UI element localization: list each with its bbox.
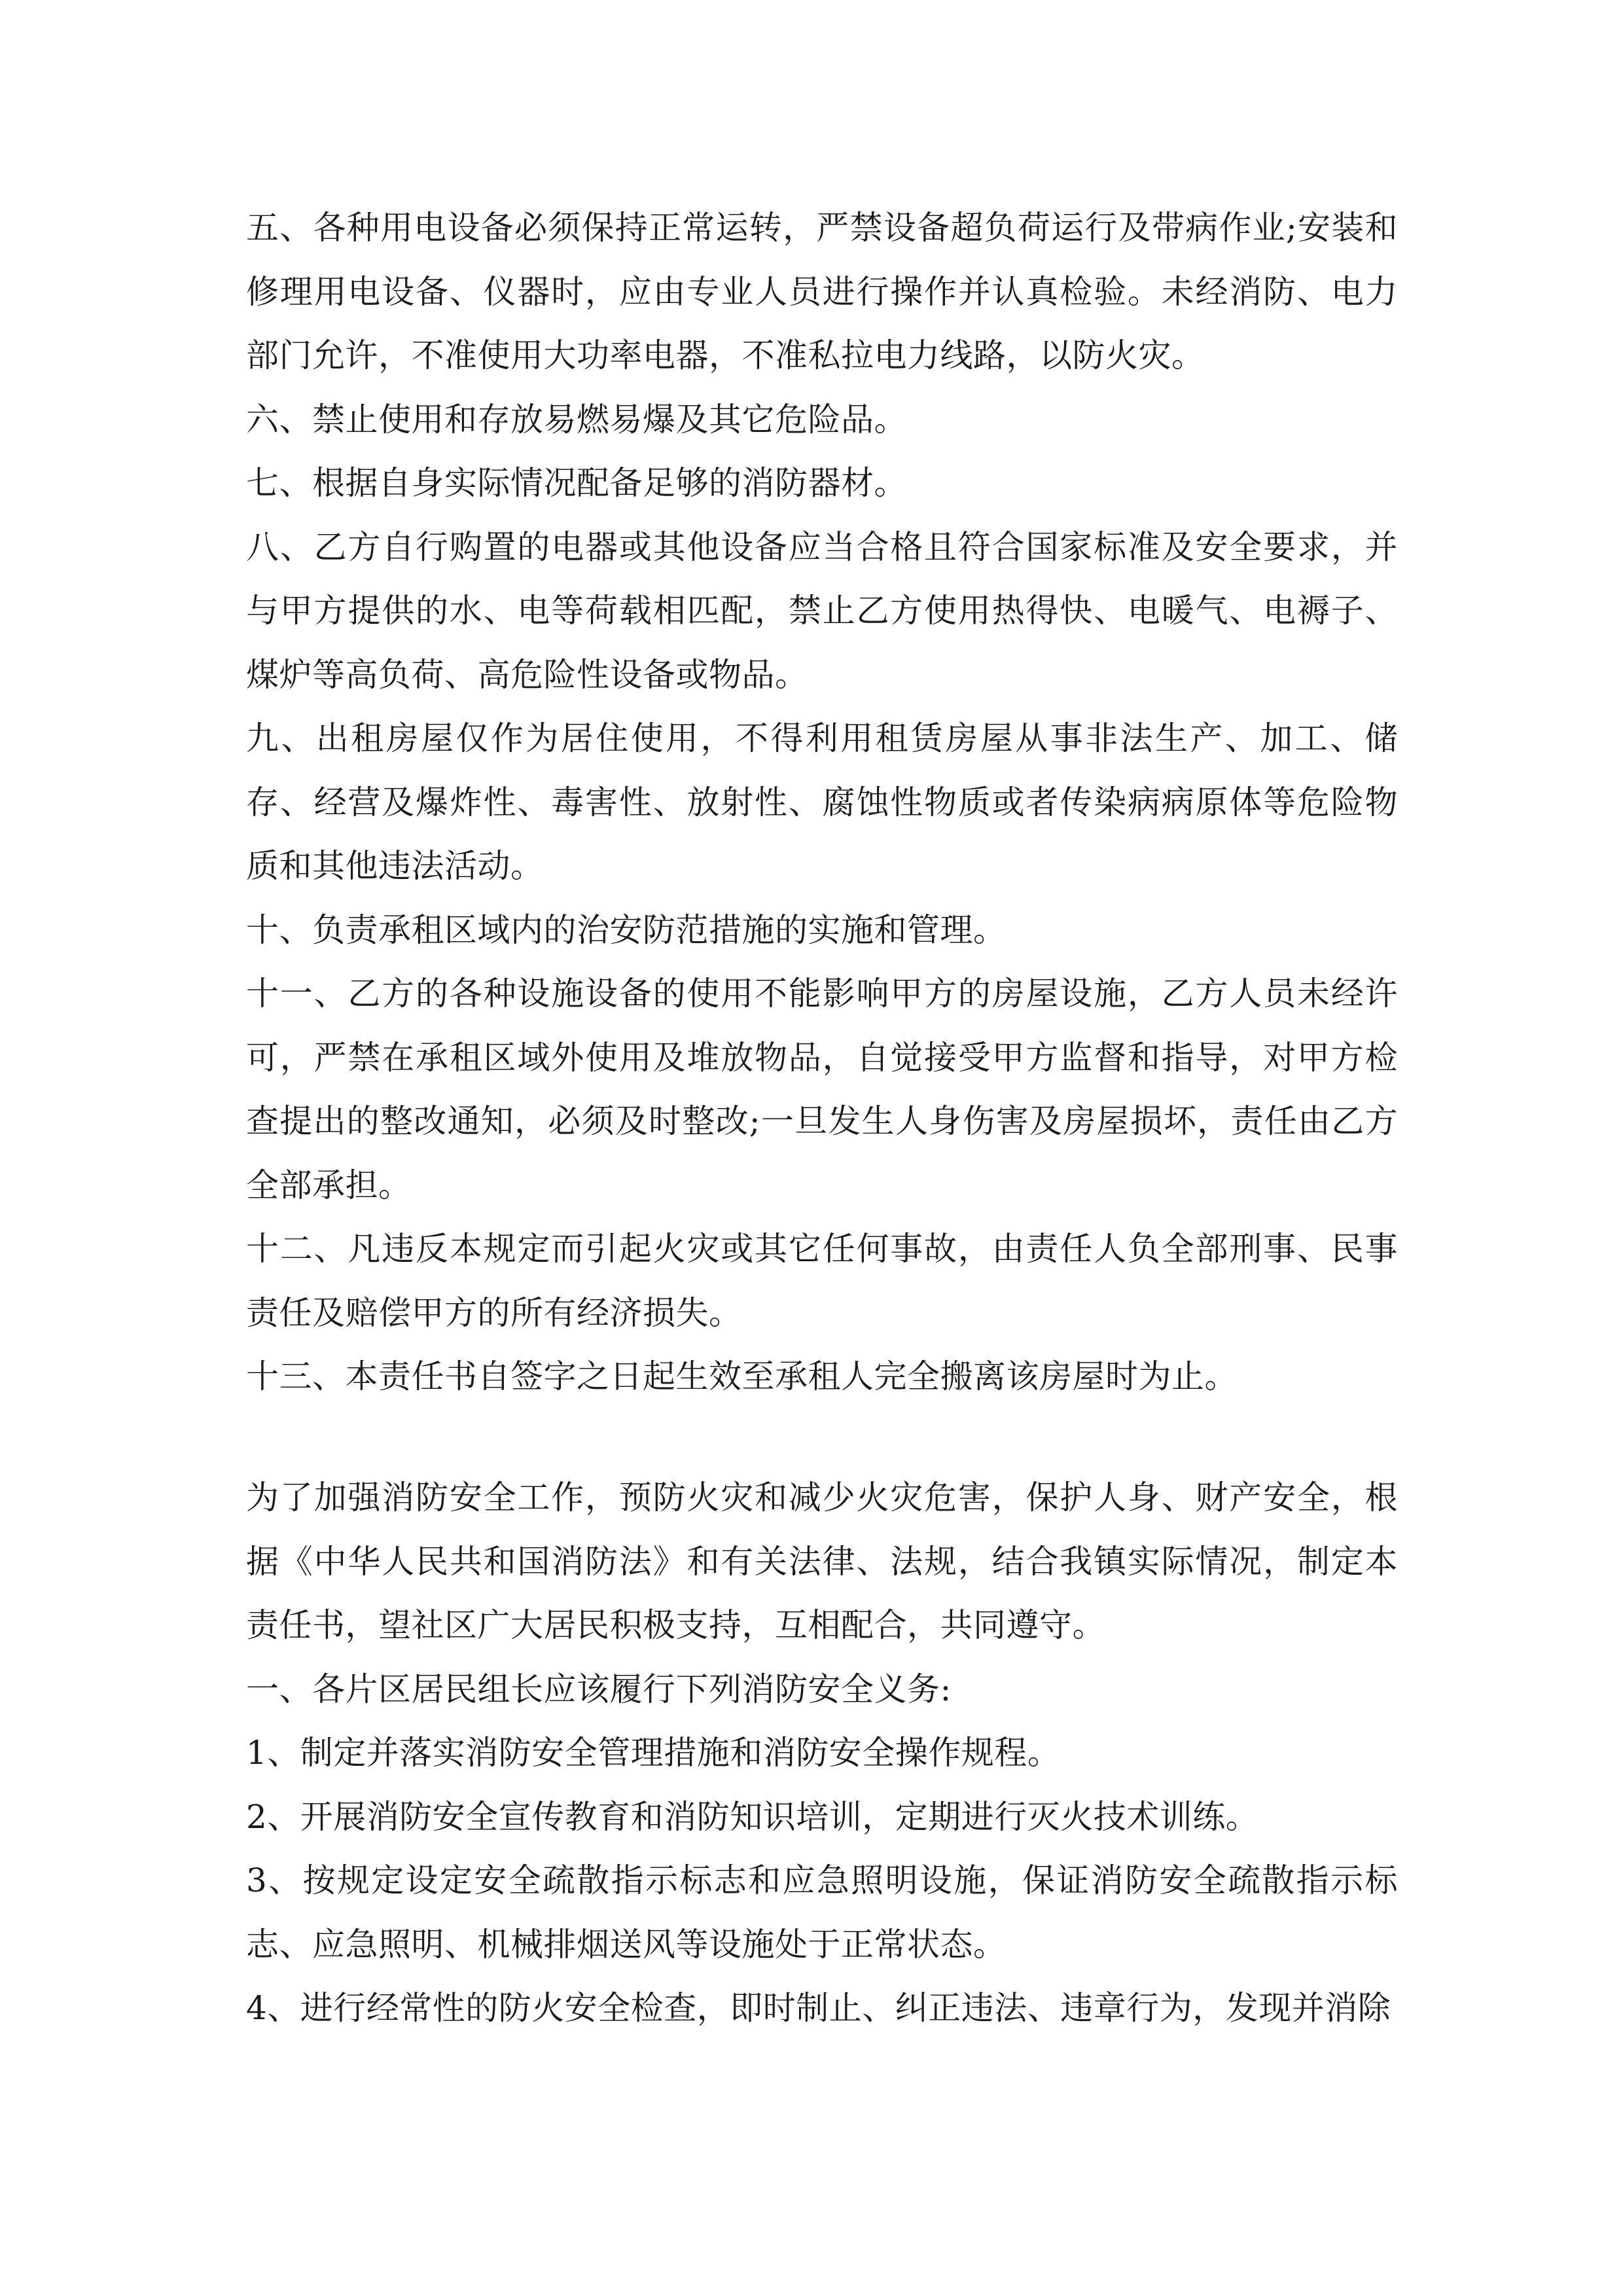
clause-9: 九、出租房屋仅作为居住使用，不得利用租赁房屋从事非法生产、加工、储存、经营及爆炸性、毒害性、放射性、腐蚀性物质或者传染病病原体等危险物质和其他违法活动。 [246, 719, 1398, 885]
duty-item-4: 4、进行经常性的防火安全检查，即时制止、纠正违法、违章行为，发现并消除 [246, 1989, 1391, 2027]
community-fire-safety-section [246, 1466, 1398, 2041]
clause-5: 五、各种用电设备必须保持正常运转，严禁设备超负荷运行及带病作业;安装和修理用电设备、仪器时，应由专业人员进行操作并认真检验。未经消防、电力部门允许，不准使用大功率电器，不准私拉电力线路，以防火灾。 [246, 209, 1398, 374]
clause-13: 十三、本责任书自签字之日起生效至承租人完全搬离该房屋时为止。 [246, 1357, 1238, 1395]
clause-7: 七、根据自身实际情况配备足够的消防器材。 [246, 464, 907, 502]
duty-item-2: 2、开展消防安全宣传教育和消防知识培训，定期进行灭火技术训练。 [246, 1797, 1259, 1836]
duty-item-1: 1、制定并落实消防安全管理措施和消防安全操作规程。 [246, 1734, 1061, 1772]
clause-11: 十一、乙方的各种设施设备的使用不能影响甲方的房屋设施，乙方人员未经许可，严禁在承租区域外使用及堆放物品，自觉接受甲方监督和指导，对甲方检查提出的整改通知，必须及时整改;一旦发生人身伤害及房屋损坏，责任由乙方全部承担。 [246, 975, 1398, 1204]
duty-item-3: 3、按规定设定安全疏散指示标志和应急照明设施，保证消防安全疏散指示标志、应急照明、机械排烟送风等设施处于正常状态。 [246, 1861, 1398, 1964]
clause-8: 八、乙方自行购置的电器或其他设备应当合格且符合国家标准及安全要求，并与甲方提供的水、电等荷载相匹配，禁止乙方使用热得快、电暖气、电褥子、煤炉等高负荷、高危险性设备或物品。 [246, 528, 1398, 694]
clause-10: 十、负责承租区域内的治安防范措施的实施和管理。 [246, 910, 1007, 949]
duty-heading: 一、各片区居民组长应该履行下列消防安全义务: [246, 1670, 952, 1708]
clause-12: 十二、凡违反本规定而引起火灾或其它任何事故，由责任人负全部刑事、民事责任及赔偿甲方的所有经济损失。 [246, 1230, 1398, 1332]
clause-6: 六、禁止使用和存放易燃易爆及其它危险品。 [246, 400, 907, 439]
intro-paragraph: 为了加强消防安全工作，预防火灾和减少火灾危害，保护人身、财产安全，根据《中华人民共和国消防法》和有关法律、法规，结合我镇实际情况，制定本责任书，望社区广大居民积极支持，互相配合，共同遵守。 [246, 1479, 1398, 1644]
responsibility-clauses [246, 196, 1398, 1409]
